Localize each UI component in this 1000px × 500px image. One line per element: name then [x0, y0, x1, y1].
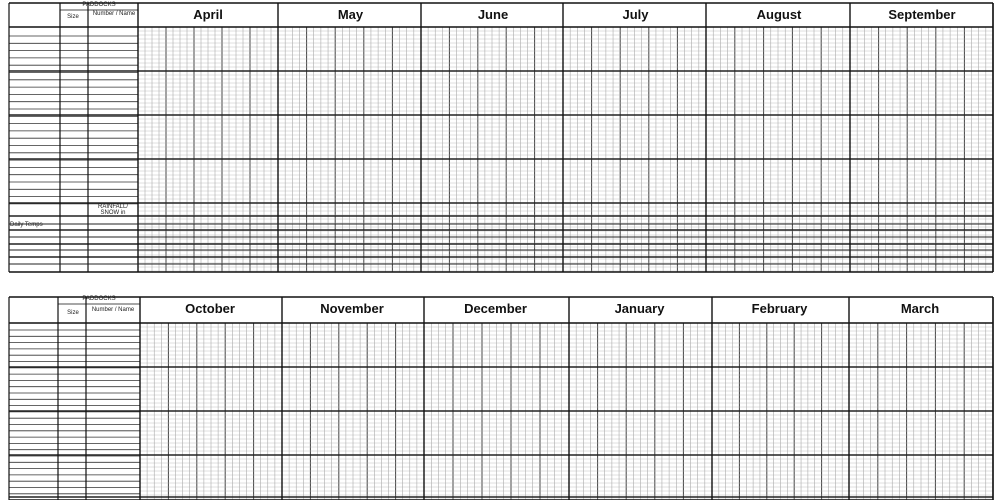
- paddocks-heading: PADDOCKS: [82, 2, 116, 8]
- rainfall-label: RAINFALL/ SNOW in: [97, 204, 128, 216]
- month-october: October: [185, 301, 235, 316]
- month-december: December: [464, 301, 527, 316]
- number-name-heading: Number / Name: [92, 11, 136, 17]
- grid-lines: [0, 294, 1000, 500]
- size-heading: Size: [67, 14, 79, 20]
- number-name-heading: Number / Name: [91, 307, 135, 313]
- daily-temps-label: Daily Temps: [10, 222, 43, 228]
- paddocks-heading: PADDOCKS: [82, 296, 116, 302]
- month-january: January: [614, 301, 665, 316]
- size-heading: Size: [67, 310, 79, 316]
- month-may: May: [337, 7, 364, 22]
- month-september: September: [888, 7, 956, 22]
- month-june: June: [477, 7, 509, 22]
- month-july: July: [622, 7, 649, 22]
- planner-sheet-oct-mar: [0, 294, 1000, 500]
- month-november: November: [320, 301, 384, 316]
- month-march: March: [900, 301, 940, 316]
- month-august: August: [756, 7, 802, 22]
- sheet-gap: [0, 276, 1000, 294]
- month-february: February: [751, 301, 808, 316]
- month-april: April: [193, 7, 223, 22]
